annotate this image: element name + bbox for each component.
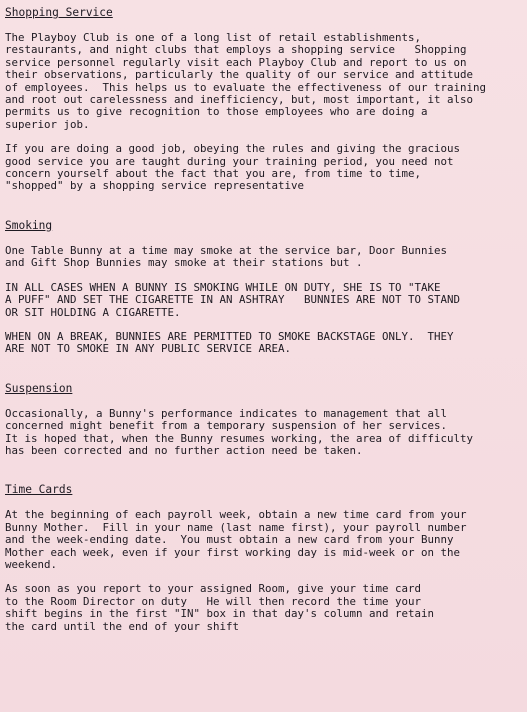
text-line: ARE NOT TO SMOKE IN ANY PUBLIC SERVICE AREA. xyxy=(5,342,292,356)
text-line: OR SIT HOLDING A CIGARETTE. xyxy=(5,305,181,319)
text-line: concerned might benefit from a temporary suspension of her services. xyxy=(5,419,448,433)
text-line: their observations, particularly the quality of our service and attitude xyxy=(5,68,474,82)
text-line: IN ALL CASES WHEN A BUNNY IS SMOKING WHILE ON DUTY, SHE IS TO "TAKE xyxy=(5,280,441,294)
paragraph xyxy=(5,245,523,270)
section-time-cards xyxy=(5,483,523,633)
text-line: and root out carelessness and inefficiency, but, most important, it also xyxy=(5,93,474,107)
text-line: Bunny Mother. Fill in your name (last name first), your payroll number xyxy=(5,520,467,534)
text-line: "shopped" by a shopping service representative xyxy=(5,179,305,193)
text-line: of employees. This helps us to evaluate the effectiveness of our training xyxy=(5,80,487,94)
section-heading: Shopping Service xyxy=(5,6,113,19)
section-heading: Time Cards xyxy=(5,483,73,497)
section-heading: Suspension xyxy=(5,381,73,395)
text-line: has been corrected and no further action need be taken. xyxy=(5,443,363,457)
text-line: service personnel regularly visit each Playboy Club and report to us on xyxy=(5,55,467,69)
text-line: Mother each week, even if your first working day is mid-week or on the xyxy=(5,545,461,559)
text-line: concern yourself about the fact that you are, from time to time, xyxy=(5,167,422,181)
text-line: If you are doing a good job, obeying the rules and giving the gracious xyxy=(5,142,461,156)
section-shopping-service xyxy=(5,6,523,219)
text-line: It is hoped that, when the Bunny resumes working, the area of difficulty xyxy=(5,431,474,445)
text-line: and the week-ending date. You must obtain a new card from your Bunny xyxy=(5,533,454,547)
section-spacer xyxy=(5,469,523,483)
paragraph xyxy=(5,331,523,356)
text-line: Occasionally, a Bunny's performance indicates to management that all xyxy=(5,406,448,420)
text-line: superior job. xyxy=(5,117,90,131)
section-spacer xyxy=(5,368,523,382)
paragraph xyxy=(5,32,523,131)
text-line: A PUFF" AND SET THE CIGARETTE IN AN ASHTRAY BUNNIES ARE NOT TO STAND xyxy=(5,293,461,307)
text-line: permits us to give recognition to those employees who are doing a xyxy=(5,105,428,119)
section-smoking xyxy=(5,219,523,382)
text-line: weekend. xyxy=(5,557,58,571)
paragraph xyxy=(5,408,523,458)
text-line: The Playboy Club is one of a long list of retail establishments, xyxy=(5,31,422,44)
text-line: shift begins in the first "IN" box in that day's column and retain xyxy=(5,607,435,621)
text-line: restaurants, and night clubs that employs a shopping service Shopping xyxy=(5,43,467,57)
paragraph xyxy=(5,509,523,571)
paragraph xyxy=(5,143,523,193)
text-line: good service you are taught during your training period, you need not xyxy=(5,154,454,168)
paragraph xyxy=(5,282,523,319)
text-line: As soon as you report to your assigned Room, give your time card xyxy=(5,582,422,596)
text-line: At the beginning of each payroll week, obtain a new time card from your xyxy=(5,508,467,522)
text-line: One Table Bunny at a time may smoke at the service bar, Door Bunnies xyxy=(5,243,448,257)
section-suspension xyxy=(5,382,523,484)
text-line: WHEN ON A BREAK, BUNNIES ARE PERMITTED TO SMOKE BACKSTAGE ONLY. THEY xyxy=(5,329,454,343)
paragraph xyxy=(5,583,523,633)
text-line: and Gift Shop Bunnies may smoke at their stations but . xyxy=(5,256,363,270)
section-heading: Smoking xyxy=(5,218,53,232)
text-line: the card until the end of your shift xyxy=(5,619,240,633)
text-line: to the Room Director on duty He will then record the time your xyxy=(5,594,422,608)
section-spacer xyxy=(5,205,523,219)
